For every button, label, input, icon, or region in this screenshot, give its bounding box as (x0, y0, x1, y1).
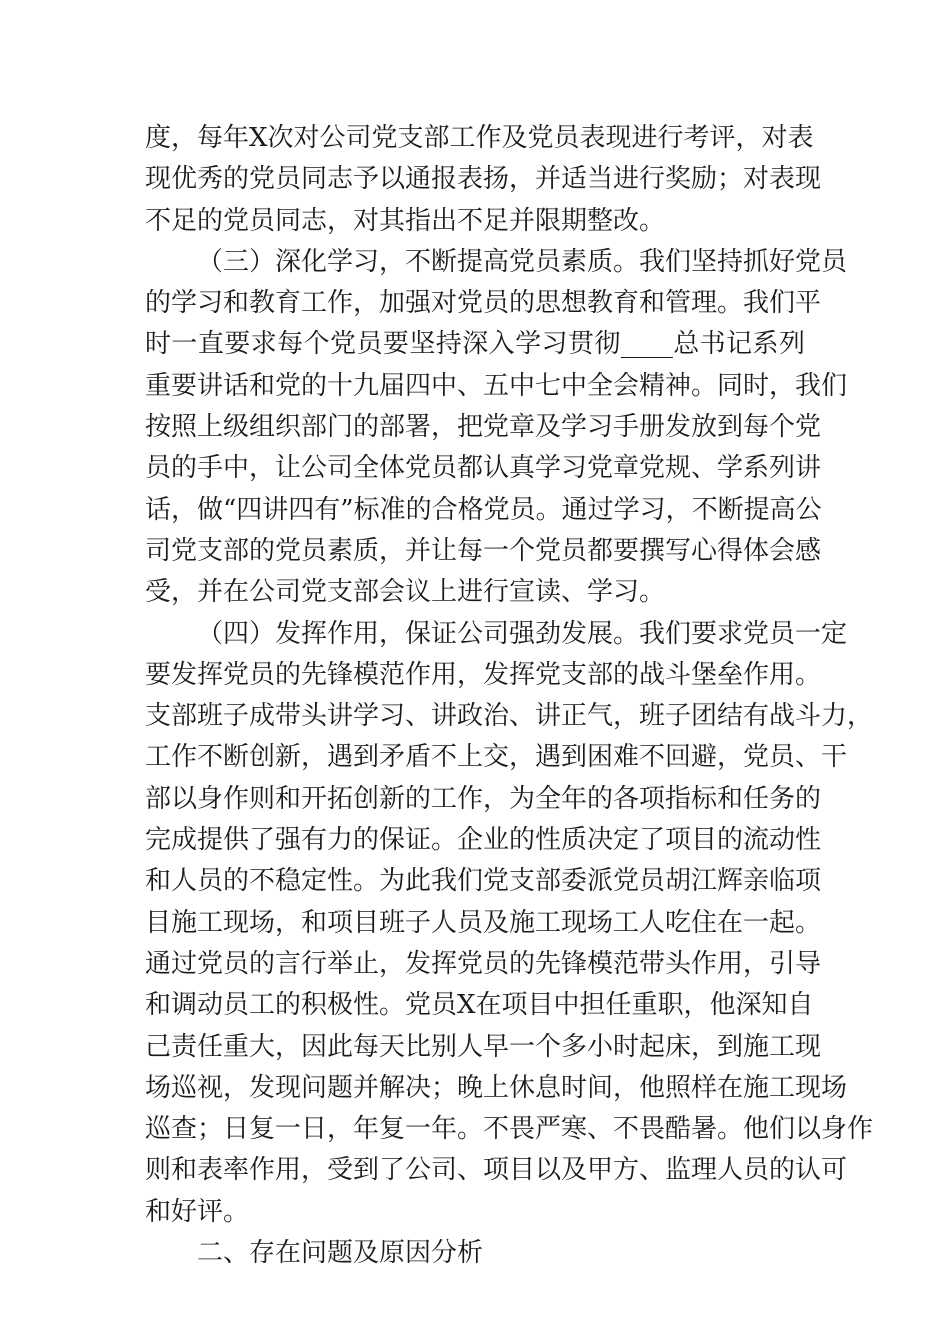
text-line: 和调动员工的积极性。党员X在项目中担任重职，他深知自 (145, 990, 814, 1021)
text-line: 则和表率作用，受到了公司、项目以及甲方、监理人员的认可 (145, 1155, 848, 1186)
text-line: 要发挥党员的先锋模范作用，发挥党支部的战斗堡垒作用。 (145, 659, 822, 690)
text-line: 巡查；日复一日，年复一年。不畏严寒、不畏酷暑。他们以身作 (145, 1114, 874, 1145)
text-line: 二、存在问题及原因分析 (197, 1238, 484, 1269)
text-line: 现优秀的党员同志予以通报表扬，并适当进行奖励；对表现 (145, 164, 822, 195)
text-line: 己责任重大，因此每天比别人早一个多小时起床，到施工现 (145, 1031, 822, 1062)
text-line: 时一直要求每个党员要坚持深入学习贯彻____总书记系列 (145, 329, 805, 360)
text-line: 目施工现场，和项目班子人员及施工现场工人吃住在一起。 (145, 907, 822, 938)
text-line: 和好评。 (145, 1196, 250, 1227)
text-line: （三）深化学习，不断提高党员素质。我们坚持抓好党员 (197, 246, 848, 277)
text-line: （四）发挥作用，保证公司强劲发展。我们要求党员一定 (197, 618, 848, 649)
text-line: 通过党员的言行举止，发挥党员的先锋模范带头作用，引导 (145, 948, 822, 979)
text-line: 部以身作则和开拓创新的工作，为全年的各项指标和任务的 (145, 783, 822, 814)
text-line: 的学习和教育工作，加强对党员的思想教育和管理。我们平 (145, 288, 822, 319)
text-line: 和人员的不稳定性。为此我们党支部委派党员胡江辉亲临项 (145, 866, 822, 897)
text-line: 话，做“四讲四有”标准的合格党员。通过学习，不断提高公 (145, 494, 822, 525)
text-line: 场巡视，发现问题并解决；晚上休息时间，他照样在施工现场 (145, 1072, 848, 1103)
text-line: 支部班子成带头讲学习、讲政治、讲正气，班子团结有战斗力， (145, 701, 874, 732)
text-line: 不足的党员同志，对其指出不足并限期整改。 (145, 205, 666, 236)
text-line: 司党支部的党员素质，并让每一个党员都要撰写心得体会感 (145, 535, 822, 566)
text-line: 按照上级组织部门的部署，把党章及学习手册发放到每个党 (145, 412, 822, 443)
text-line: 工作不断创新，遇到矛盾不上交，遇到困难不回避，党员、干 (145, 742, 848, 773)
document-body (145, 118, 874, 1274)
text-line: 员的手中，让公司全体党员都认真学习党章党规、学系列讲 (145, 453, 822, 484)
text-line: 受，并在公司党支部会议上进行宣读、学习。 (145, 577, 666, 608)
text-line: 完成提供了强有力的保证。企业的性质决定了项目的流动性 (145, 825, 822, 856)
text-line: 度，每年X次对公司党支部工作及党员表现进行考评，对表 (145, 123, 814, 153)
text-line: 重要讲话和党的十九届四中、五中七中全会精神。同时，我们 (145, 370, 848, 401)
